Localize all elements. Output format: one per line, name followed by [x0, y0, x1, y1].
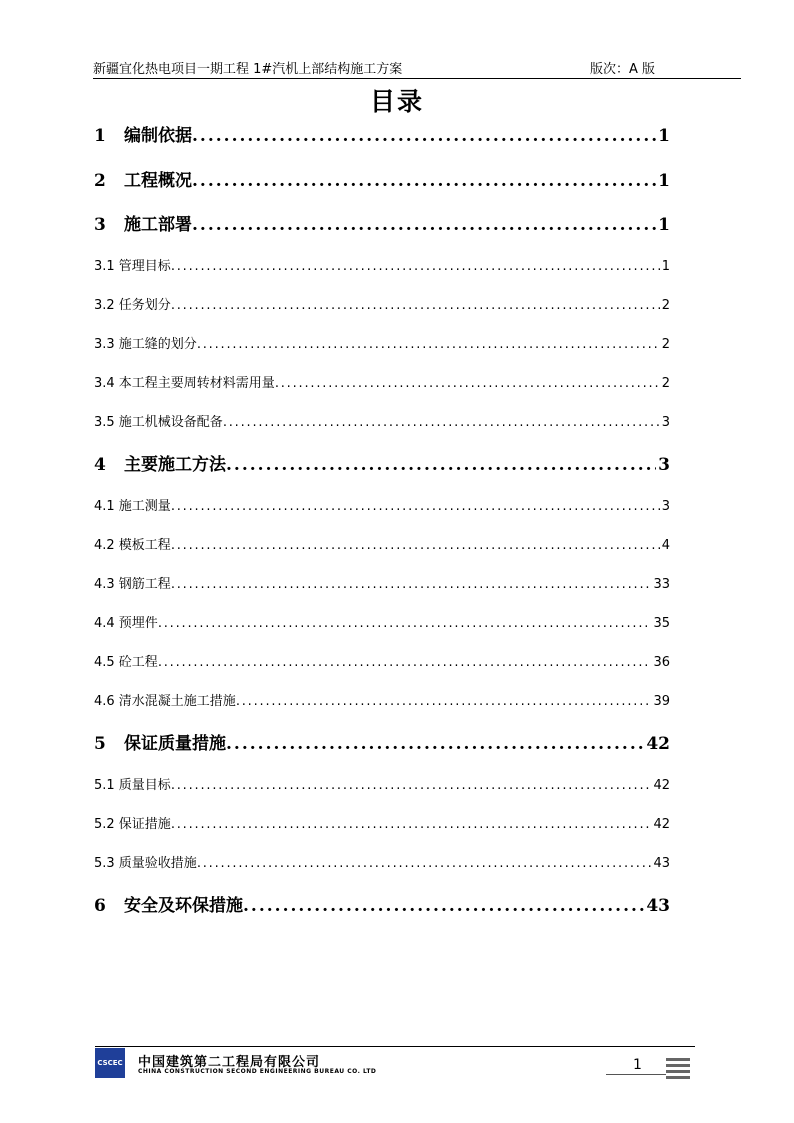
- toc-entry-page: 35: [653, 616, 670, 631]
- toc-entry[interactable]: [94, 852, 670, 871]
- toc-dot-leader: [243, 896, 644, 916]
- toc-entry[interactable]: [94, 690, 670, 709]
- toc-entry-label: 编制依据: [124, 126, 192, 146]
- toc-entry-page: 1: [658, 215, 670, 235]
- toc-entry-number: 5: [94, 734, 106, 754]
- toc-entry-label: 4.1 施工测量: [94, 499, 171, 514]
- toc-entry[interactable]: [94, 166, 670, 191]
- toc-entry-page: 36: [653, 655, 670, 670]
- toc-entry-label: 3.3 施工缝的划分: [94, 337, 197, 352]
- toc-entry-page: 1: [658, 171, 670, 191]
- logo-text: CSCEC: [97, 1058, 123, 1067]
- company-name-cn: 中国建筑第二工程局有限公司: [138, 1055, 321, 1070]
- toc-dot-leader: [171, 817, 652, 832]
- toc-entry[interactable]: [94, 612, 670, 631]
- toc-dot-leader: [236, 694, 652, 709]
- toc-entry-page: 3: [661, 415, 670, 430]
- toc-entry[interactable]: [94, 411, 670, 430]
- toc-entry-page: 4: [661, 538, 670, 553]
- toc-entry-page: 1: [658, 126, 670, 146]
- toc-entry[interactable]: [94, 891, 670, 916]
- toc-entry-number: 3: [94, 215, 106, 235]
- toc-entry-page: 2: [661, 376, 670, 391]
- footer-divider: [95, 1046, 695, 1047]
- toc-entry-label: 4.5 砼工程: [94, 655, 158, 670]
- toc-entry-label: 3.5 施工机械设备配备: [94, 415, 223, 430]
- toc-entry-label: 主要施工方法: [124, 455, 226, 475]
- toc-entry[interactable]: [94, 210, 670, 235]
- toc-entry[interactable]: [94, 121, 670, 146]
- toc-dot-leader: [171, 778, 652, 793]
- toc-entry[interactable]: [94, 372, 670, 391]
- company-logo: [95, 1048, 125, 1078]
- toc-dot-leader: [197, 337, 660, 352]
- toc-entry[interactable]: [94, 495, 670, 514]
- toc-entry-page: 2: [661, 337, 670, 352]
- toc-entry-page: 42: [653, 817, 670, 832]
- toc-entry-page: 43: [653, 856, 670, 871]
- project-title: 新疆宜化热电项目一期工程 1#汽机上部结构施工方案: [93, 62, 403, 77]
- toc-dot-leader: [171, 499, 660, 514]
- toc-entry-label: 4.3 钢筋工程: [94, 577, 171, 592]
- toc-entry-page: 42: [653, 778, 670, 793]
- toc-dot-leader: [197, 856, 652, 871]
- toc-dot-leader: [171, 538, 660, 553]
- toc-entry-label: 工程概况: [124, 171, 192, 191]
- toc-dot-leader: [171, 298, 660, 313]
- toc-entry-page: 43: [646, 896, 670, 916]
- toc-entry-number: 6: [94, 896, 106, 916]
- company-name-en: CHINA CONSTRUCTION SECOND ENGINEERING BUREAU CO. LTD: [138, 1068, 377, 1075]
- toc-entry-page: 42: [646, 734, 670, 754]
- page-number: 1: [633, 1057, 642, 1073]
- toc-entry[interactable]: [94, 294, 670, 313]
- toc-entry-page: 1: [661, 259, 670, 274]
- toc-entry-label: 5.3 质量验收措施: [94, 856, 197, 871]
- toc-entry-number: 2: [94, 171, 106, 191]
- version-label: 版次：A 版: [590, 62, 656, 77]
- toc-entry-label: 保证质量措施: [124, 734, 226, 754]
- toc-title: 目录: [369, 87, 424, 116]
- toc-entry-page: 39: [653, 694, 670, 709]
- toc-entry-page: 2: [661, 298, 670, 313]
- toc-entry[interactable]: [94, 774, 670, 793]
- toc-entry-page: 3: [658, 455, 670, 475]
- toc-dot-leader: [158, 616, 652, 631]
- toc-entry-label: 4.2 模板工程: [94, 538, 171, 553]
- toc-entry-page: 33: [653, 577, 670, 592]
- toc-entry[interactable]: [94, 534, 670, 553]
- toc-entry-label: 安全及环保措施: [124, 896, 243, 916]
- toc-entry[interactable]: [94, 729, 670, 754]
- toc-dot-leader: [192, 171, 656, 191]
- toc-dot-leader: [171, 259, 660, 274]
- toc-entry-number: 4: [94, 455, 106, 475]
- page-header: [93, 56, 741, 79]
- toc-dot-leader: [158, 655, 652, 670]
- toc-dot-leader: [171, 577, 652, 592]
- toc-entry[interactable]: [94, 255, 670, 274]
- page-number-underline: [606, 1074, 666, 1075]
- toc-dot-leader: [192, 126, 656, 146]
- toc-dot-leader: [275, 376, 660, 391]
- toc-entry-label: 3.1 管理目标: [94, 259, 171, 274]
- toc-entry[interactable]: [94, 651, 670, 670]
- toc-entry[interactable]: [94, 813, 670, 832]
- toc-entry[interactable]: [94, 573, 670, 592]
- toc-entry-label: 5.1 质量目标: [94, 778, 171, 793]
- toc-entry-label: 5.2 保证措施: [94, 817, 171, 832]
- toc-entry[interactable]: [94, 450, 670, 475]
- toc-entry-label: 4.6 清水混凝土施工措施: [94, 694, 236, 709]
- toc-entry-label: 3.2 任务划分: [94, 298, 171, 313]
- toc-dot-leader: [192, 215, 656, 235]
- toc-dot-leader: [226, 455, 656, 475]
- toc-entry-label: 施工部署: [124, 215, 192, 235]
- toc-entry-label: 3.4 本工程主要周转材料需用量: [94, 376, 275, 391]
- toc-entry-number: 1: [94, 126, 106, 146]
- toc-entry-page: 3: [661, 499, 670, 514]
- toc-entry-label: 4.4 预埋件: [94, 616, 158, 631]
- toc-dot-leader: [223, 415, 660, 430]
- footer-stripes-icon: [664, 1056, 692, 1080]
- toc-entry[interactable]: [94, 333, 670, 352]
- toc-dot-leader: [226, 734, 644, 754]
